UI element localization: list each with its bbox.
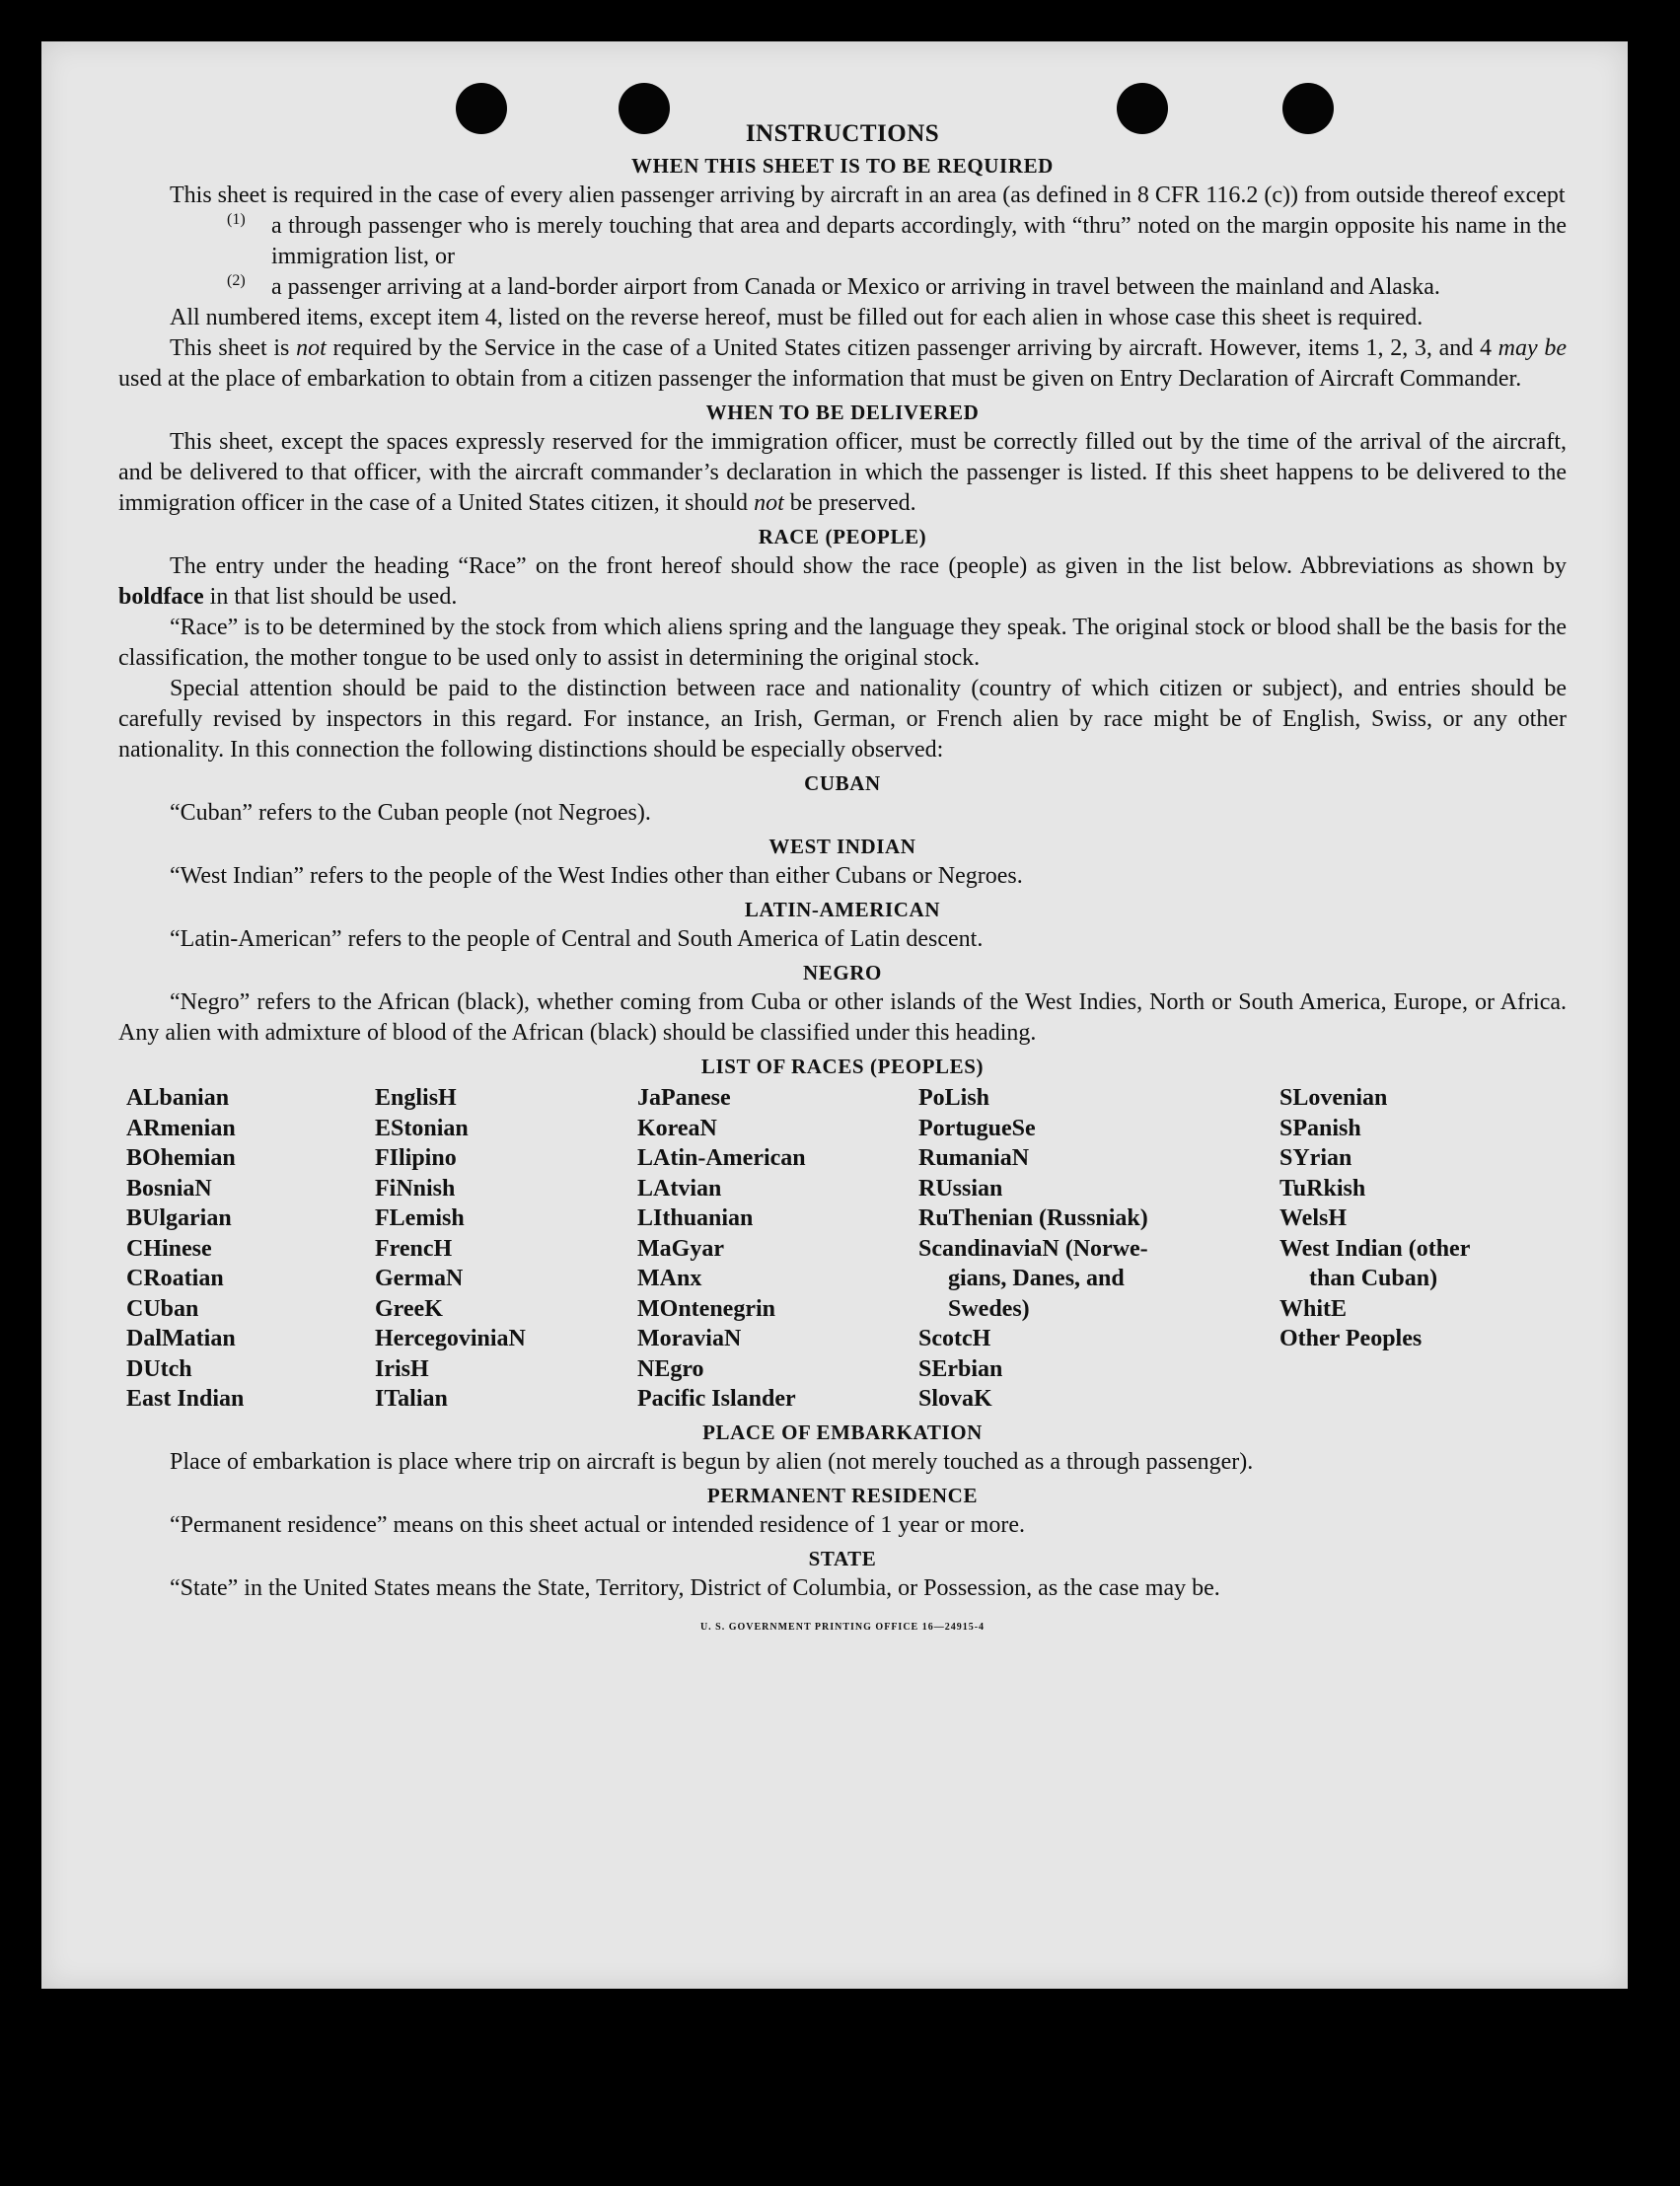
text-run: used at the place of embarkation to obtain from a citizen passenger the information that must be given on Entry Declaration of Aircraft Commander.: [118, 366, 1522, 392]
race-entry: LAtin-American: [637, 1145, 806, 1171]
race-entry: JaPanese: [637, 1085, 731, 1111]
paragraph: “Race” is to be determined by the stock from which aliens spring and the language they speak. The original stock or blood shall be the basis for the classification, the mother tongue to be used only to assist in determining the original stock.: [118, 615, 1567, 671]
race-column: [637, 1083, 918, 1415]
race-entry: IrisH: [375, 1355, 429, 1382]
race-entry: HercegoviniaN: [375, 1326, 526, 1351]
race-entry: SYrian: [1279, 1145, 1352, 1171]
paragraph: All numbered items, except item 4, listed on the reverse hereof, must be filled out for each alien in whose case this sheet is required.: [170, 305, 1424, 330]
race-entry: MoraviaN: [637, 1326, 742, 1351]
section-heading: WHEN THIS SHEET IS TO BE REQUIRED: [631, 154, 1054, 178]
race-entry: WelsH: [1279, 1205, 1348, 1231]
race-column: [1279, 1083, 1575, 1415]
race-entry: than Cuban): [1309, 1266, 1438, 1291]
document-body: [118, 120, 1567, 1633]
printer-imprint: U. S. GOVERNMENT PRINTING OFFICE 16—24915-4: [699, 1621, 986, 1633]
section-heading: STATE: [808, 1546, 877, 1570]
race-entry: BosniaN: [126, 1175, 212, 1202]
race-entry: BUlgarian: [126, 1205, 232, 1231]
race-entry: ARmenian: [126, 1115, 236, 1141]
paragraph: “Permanent residence” means on this sheet actual or intended residence of 1 year or more.: [170, 1511, 1025, 1538]
race-entry: SErbian: [918, 1355, 1003, 1382]
paragraph: [118, 551, 1567, 613]
paragraph: “Cuban” refers to the Cuban people (not Negroes).: [170, 800, 651, 826]
paragraph: Special attention should be paid to the distinction between race and nationality (country of which citizen or subject), and entries should be carefully revised by inspectors in this regard. For instance, an Irish, German, or French alien by race might be of English, Swiss, or any other nationality. In this connection the following distinctions should be especially observed:: [118, 676, 1567, 763]
item-number: (1): [227, 211, 246, 228]
section-heading: CUBAN: [804, 771, 881, 795]
race-entry: GreeK: [375, 1295, 443, 1322]
text-run: required by the Service in the case of a United States citizen passenger arriving by aircraft. However, items 1, 2, 3, and 4: [326, 335, 1498, 361]
race-entry: GermaN: [375, 1266, 464, 1291]
paragraph: “State” in the United States means the State, Territory, District of Columbia, or Possession, as the case may be.: [170, 1574, 1220, 1601]
item-text: a passenger arriving at a land-border airport from Canada or Mexico or arriving in travel between the mainland and Alaska.: [271, 274, 1440, 300]
race-entry: EStonian: [375, 1115, 469, 1141]
document-sheet: [41, 41, 1628, 1989]
text-run-bold: boldface: [118, 584, 204, 610]
page-title: INSTRUCTIONS: [745, 120, 940, 147]
race-entry: Pacific Islander: [637, 1386, 796, 1412]
race-entry: SPanish: [1279, 1115, 1361, 1141]
paragraph: [118, 427, 1567, 519]
race-entry: KoreaN: [637, 1115, 717, 1141]
race-entry: East Indian: [126, 1386, 245, 1412]
item-text: a through passenger who is merely touching that area and departs accordingly, with “thru” noted on the margin opposite his name in the immigration list, or: [271, 213, 1567, 269]
race-list: [126, 1083, 1567, 1415]
race-entry: SlovaK: [918, 1386, 992, 1412]
race-column: [918, 1083, 1279, 1415]
section-heading: PERMANENT RESIDENCE: [706, 1483, 979, 1507]
race-entry: FrencH: [375, 1235, 453, 1262]
list-item: [227, 272, 1567, 303]
section-heading: PLACE OF EMBARKATION: [702, 1420, 983, 1444]
race-entry: ScandinaviaN (Norwe-: [918, 1235, 1148, 1262]
text-run-italic: may be: [1497, 335, 1568, 361]
item-number: (2): [227, 272, 246, 289]
section-heading: LATIN-AMERICAN: [744, 898, 941, 921]
text-run: in that list should be used.: [203, 584, 458, 610]
race-entry: Swedes): [948, 1295, 1030, 1322]
race-entry: RuThenian (Russniak): [918, 1205, 1148, 1231]
race-entry: BOhemian: [126, 1145, 236, 1171]
race-entry: Other Peoples: [1279, 1326, 1423, 1351]
race-entry: CRoatian: [126, 1266, 224, 1291]
text-run-italic: not: [754, 490, 784, 516]
race-entry: SLovenian: [1279, 1085, 1388, 1111]
race-entry: EnglisH: [375, 1085, 457, 1111]
race-entry: ScotcH: [918, 1326, 991, 1351]
paragraph: “West Indian” refers to the people of the West Indies other than either Cubans or Negroes.: [170, 863, 1023, 889]
race-entry: PoLish: [918, 1085, 990, 1111]
paragraph: Place of embarkation is place where trip on aircraft is begun by alien (not merely touched as a through passenger).: [170, 1448, 1254, 1475]
text-run: This sheet is: [170, 335, 297, 361]
race-entry: gians, Danes, and: [948, 1266, 1125, 1291]
race-column: [375, 1083, 637, 1415]
section-heading: RACE (PEOPLE): [758, 525, 927, 548]
race-entry: LAtvian: [637, 1175, 722, 1202]
race-entry: CHinese: [126, 1235, 212, 1262]
paragraph: This sheet is required in the case of every alien passenger arriving by aircraft in an area (as defined in 8 CFR 116.2 (c)) from outside thereof except: [170, 182, 1566, 208]
race-entry: MAnx: [637, 1266, 702, 1291]
race-entry: FiNnish: [375, 1175, 456, 1202]
race-entry: CUban: [126, 1295, 199, 1322]
race-entry: TuRkish: [1279, 1175, 1366, 1202]
race-entry: ITalian: [375, 1386, 448, 1412]
paragraph: “Negro” refers to the African (black), whether coming from Cuba or other islands of the West Indies, North or South America, Europe, or Africa. Any alien with admixture of blood of the African (black) should be classified under this heading.: [118, 989, 1567, 1046]
race-entry: MaGyar: [637, 1235, 724, 1262]
section-heading: WHEN TO BE DELIVERED: [705, 401, 980, 424]
text-run: be preserved.: [783, 490, 916, 516]
paragraph: [118, 333, 1567, 395]
race-entry: DUtch: [126, 1355, 192, 1382]
race-entry: MOntenegrin: [637, 1295, 775, 1322]
text-run-italic: not: [296, 335, 327, 361]
section-heading: NEGRO: [802, 961, 882, 984]
list-item: [227, 211, 1567, 272]
race-entry: PortugueSe: [918, 1115, 1036, 1141]
race-entry: RumaniaN: [918, 1145, 1030, 1171]
text-run: This sheet, except the spaces expressly reserved for the immigration officer, must be correctly filled out by the time of the arrival of the aircraft, and be delivered to that officer, with the aircraft commander’s declaration in which the passenger is listed. If this sheet happens to be delivered to the immigration officer in the case of a United States citizen, it should: [118, 429, 1567, 516]
text-run: The entry under the heading “Race” on the front hereof should show the race (people) as given in the list below. Abbreviations as shown by: [170, 553, 1567, 579]
race-entry: NEgro: [637, 1355, 704, 1382]
section-heading: LIST OF RACES (PEOPLES): [700, 1055, 985, 1078]
race-entry: WhitE: [1279, 1295, 1348, 1322]
section-heading: WEST INDIAN: [768, 835, 916, 858]
race-entry: LIthuanian: [637, 1205, 754, 1231]
race-entry: DalMatian: [126, 1326, 236, 1351]
race-entry: ALbanian: [126, 1085, 230, 1111]
paragraph: “Latin-American” refers to the people of Central and South America of Latin descent.: [170, 926, 984, 952]
race-entry: FIlipino: [375, 1145, 457, 1171]
race-entry: RUssian: [918, 1175, 1003, 1202]
race-column: [126, 1083, 375, 1415]
race-entry: FLemish: [375, 1205, 465, 1231]
race-entry: West Indian (other: [1279, 1235, 1471, 1262]
